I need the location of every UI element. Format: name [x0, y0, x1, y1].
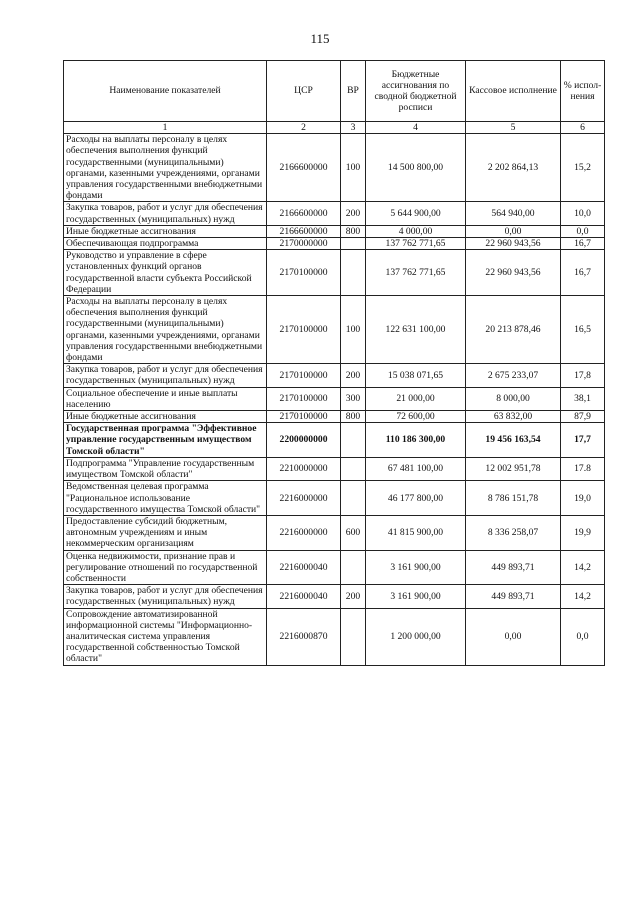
table-row — [64, 585, 605, 608]
cell-cash: 8 786 151,78 — [466, 481, 561, 516]
cell-budget: 14 500 800,00 — [366, 134, 466, 202]
cell-vr: 100 — [341, 134, 366, 202]
table-row — [64, 238, 605, 250]
table-row — [64, 608, 605, 665]
cell-cash: 0,00 — [466, 608, 561, 665]
cell-pct: 16,5 — [561, 296, 605, 364]
page-number: 115 — [310, 31, 330, 46]
cell-vr — [341, 457, 366, 480]
cell-cash: 63 832,00 — [466, 411, 561, 423]
cell-csr: 2216000040 — [267, 550, 341, 585]
table-row — [64, 423, 605, 458]
cell-budget: 21 000,00 — [366, 387, 466, 410]
cell-name: Социальное обеспечение и иные выплаты населению — [64, 387, 267, 410]
cell-csr: 2170100000 — [267, 250, 341, 296]
cell-pct: 16,7 — [561, 238, 605, 250]
cell-vr — [341, 423, 366, 458]
cell-vr — [341, 250, 366, 296]
cell-vr — [341, 481, 366, 516]
cell-pct: 14,2 — [561, 585, 605, 608]
cell-pct: 19,0 — [561, 481, 605, 516]
column-number-row — [64, 122, 605, 134]
cell-vr: 800 — [341, 225, 366, 237]
cell-budget: 1 200 000,00 — [366, 608, 466, 665]
cell-cash: 449 893,71 — [466, 550, 561, 585]
cell-pct: 16,7 — [561, 250, 605, 296]
cell-csr: 2170100000 — [267, 296, 341, 364]
column-number: 1 — [64, 122, 267, 134]
cell-cash: 20 213 878,46 — [466, 296, 561, 364]
header-budget: Бюджетные ассигнования по сводной бюджетной росписи — [366, 61, 466, 122]
cell-csr: 2166600000 — [267, 225, 341, 237]
table-row — [64, 296, 605, 364]
cell-csr: 2170100000 — [267, 411, 341, 423]
cell-csr: 2200000000 — [267, 423, 341, 458]
table-row — [64, 481, 605, 516]
cell-csr: 2166600000 — [267, 134, 341, 202]
column-number: 4 — [366, 122, 466, 134]
cell-budget: 4 000,00 — [366, 225, 466, 237]
cell-budget: 110 186 300,00 — [366, 423, 466, 458]
cell-csr: 2166600000 — [267, 202, 341, 225]
header-cash: Кассовое исполнение — [466, 61, 561, 122]
cell-vr: 600 — [341, 515, 366, 550]
header-pct: % испол-нения — [561, 61, 605, 122]
table-row — [64, 250, 605, 296]
cell-cash: 19 456 163,54 — [466, 423, 561, 458]
cell-name: Предоставление субсидий бюджетным, автономным учреждениям и иным некоммерческим организациям — [64, 515, 267, 550]
cell-pct: 14,2 — [561, 550, 605, 585]
column-number: 6 — [561, 122, 605, 134]
cell-csr: 2216000000 — [267, 481, 341, 516]
cell-cash: 22 960 943,56 — [466, 250, 561, 296]
cell-budget: 3 161 900,00 — [366, 585, 466, 608]
cell-csr: 2210000000 — [267, 457, 341, 480]
cell-pct: 17.8 — [561, 457, 605, 480]
header-vr: ВР — [341, 61, 366, 122]
table-row — [64, 550, 605, 585]
cell-cash: 0,00 — [466, 225, 561, 237]
table-body — [64, 134, 605, 665]
header-csr: ЦСР — [267, 61, 341, 122]
cell-pct: 19,9 — [561, 515, 605, 550]
cell-name: Оценка недвижимости, признание прав и регулирование отношений по государственной собственности — [64, 550, 267, 585]
cell-budget: 3 161 900,00 — [366, 550, 466, 585]
column-number: 3 — [341, 122, 366, 134]
cell-pct: 15,2 — [561, 134, 605, 202]
cell-name: Расходы на выплаты персоналу в целях обеспечения выполнения функций государственными (муниципальными) органами, казенными учреждениями, органами управления государственными внебюджетными фондами — [64, 134, 267, 202]
table-row — [64, 202, 605, 225]
cell-vr — [341, 608, 366, 665]
cell-budget: 5 644 900,00 — [366, 202, 466, 225]
cell-csr: 2170100000 — [267, 364, 341, 387]
table-row — [64, 411, 605, 423]
cell-budget: 72 600,00 — [366, 411, 466, 423]
cell-vr: 200 — [341, 202, 366, 225]
cell-name: Сопровождение автоматизированной информационной системы "Информационно-аналитическая система управления государственной собственностью Томской области" — [64, 608, 267, 665]
cell-pct: 17,7 — [561, 423, 605, 458]
cell-cash: 12 002 951,78 — [466, 457, 561, 480]
cell-name: Иные бюджетные ассигнования — [64, 411, 267, 423]
cell-cash: 564 940,00 — [466, 202, 561, 225]
cell-csr: 2170000000 — [267, 238, 341, 250]
cell-budget: 137 762 771,65 — [366, 250, 466, 296]
table-row — [64, 364, 605, 387]
cell-cash: 8 000,00 — [466, 387, 561, 410]
cell-name: Обеспечивающая подпрограмма — [64, 238, 267, 250]
cell-budget: 15 038 071,65 — [366, 364, 466, 387]
column-number: 5 — [466, 122, 561, 134]
cell-vr — [341, 550, 366, 585]
cell-cash: 2 202 864,13 — [466, 134, 561, 202]
cell-name: Закупка товаров, работ и услуг для обеспечения государственных (муниципальных) нужд — [64, 364, 267, 387]
table-header-row — [64, 61, 605, 122]
cell-name: Закупка товаров, работ и услуг для обеспечения государственных (муниципальных) нужд — [64, 202, 267, 225]
cell-csr: 2216000040 — [267, 585, 341, 608]
header-name: Наименование показателей — [64, 61, 267, 122]
cell-cash: 8 336 258,07 — [466, 515, 561, 550]
cell-pct: 17,8 — [561, 364, 605, 387]
cell-name: Руководство и управление в сфере установленных функций органов государственной власти субъекта Российской Федерации — [64, 250, 267, 296]
cell-pct: 38,1 — [561, 387, 605, 410]
cell-budget: 41 815 900,00 — [366, 515, 466, 550]
cell-budget: 137 762 771,65 — [366, 238, 466, 250]
cell-name: Иные бюджетные ассигнования — [64, 225, 267, 237]
cell-pct: 0,0 — [561, 225, 605, 237]
cell-name: Закупка товаров, работ и услуг для обеспечения государственных (муниципальных) нужд — [64, 585, 267, 608]
cell-name: Государственная программа "Эффективное управление государственным имуществом Томской области" — [64, 423, 267, 458]
cell-pct: 10,0 — [561, 202, 605, 225]
cell-pct: 87,9 — [561, 411, 605, 423]
cell-pct: 0,0 — [561, 608, 605, 665]
cell-cash: 2 675 233,07 — [466, 364, 561, 387]
cell-vr: 200 — [341, 364, 366, 387]
cell-budget: 122 631 100,00 — [366, 296, 466, 364]
cell-budget: 67 481 100,00 — [366, 457, 466, 480]
cell-cash: 22 960 943,56 — [466, 238, 561, 250]
table-row — [64, 387, 605, 410]
cell-csr: 2216000870 — [267, 608, 341, 665]
budget-execution-table — [63, 60, 605, 666]
column-number: 2 — [267, 122, 341, 134]
cell-vr: 200 — [341, 585, 366, 608]
cell-name: Расходы на выплаты персоналу в целях обеспечения выполнения функций государственными (муниципальными) органами, казенными учреждениями, органами управления государственными внебюджетными фондами — [64, 296, 267, 364]
cell-vr: 800 — [341, 411, 366, 423]
table-row — [64, 134, 605, 202]
cell-budget: 46 177 800,00 — [366, 481, 466, 516]
table-row — [64, 225, 605, 237]
cell-vr: 300 — [341, 387, 366, 410]
cell-csr: 2216000000 — [267, 515, 341, 550]
cell-name: Ведомственная целевая программа "Рациональное использование государственного имущества Томской области" — [64, 481, 267, 516]
table-row — [64, 457, 605, 480]
cell-name: Подпрограмма "Управление государственным имуществом Томской области" — [64, 457, 267, 480]
table-row — [64, 515, 605, 550]
cell-vr — [341, 238, 366, 250]
cell-vr: 100 — [341, 296, 366, 364]
cell-cash: 449 893,71 — [466, 585, 561, 608]
cell-csr: 2170100000 — [267, 387, 341, 410]
